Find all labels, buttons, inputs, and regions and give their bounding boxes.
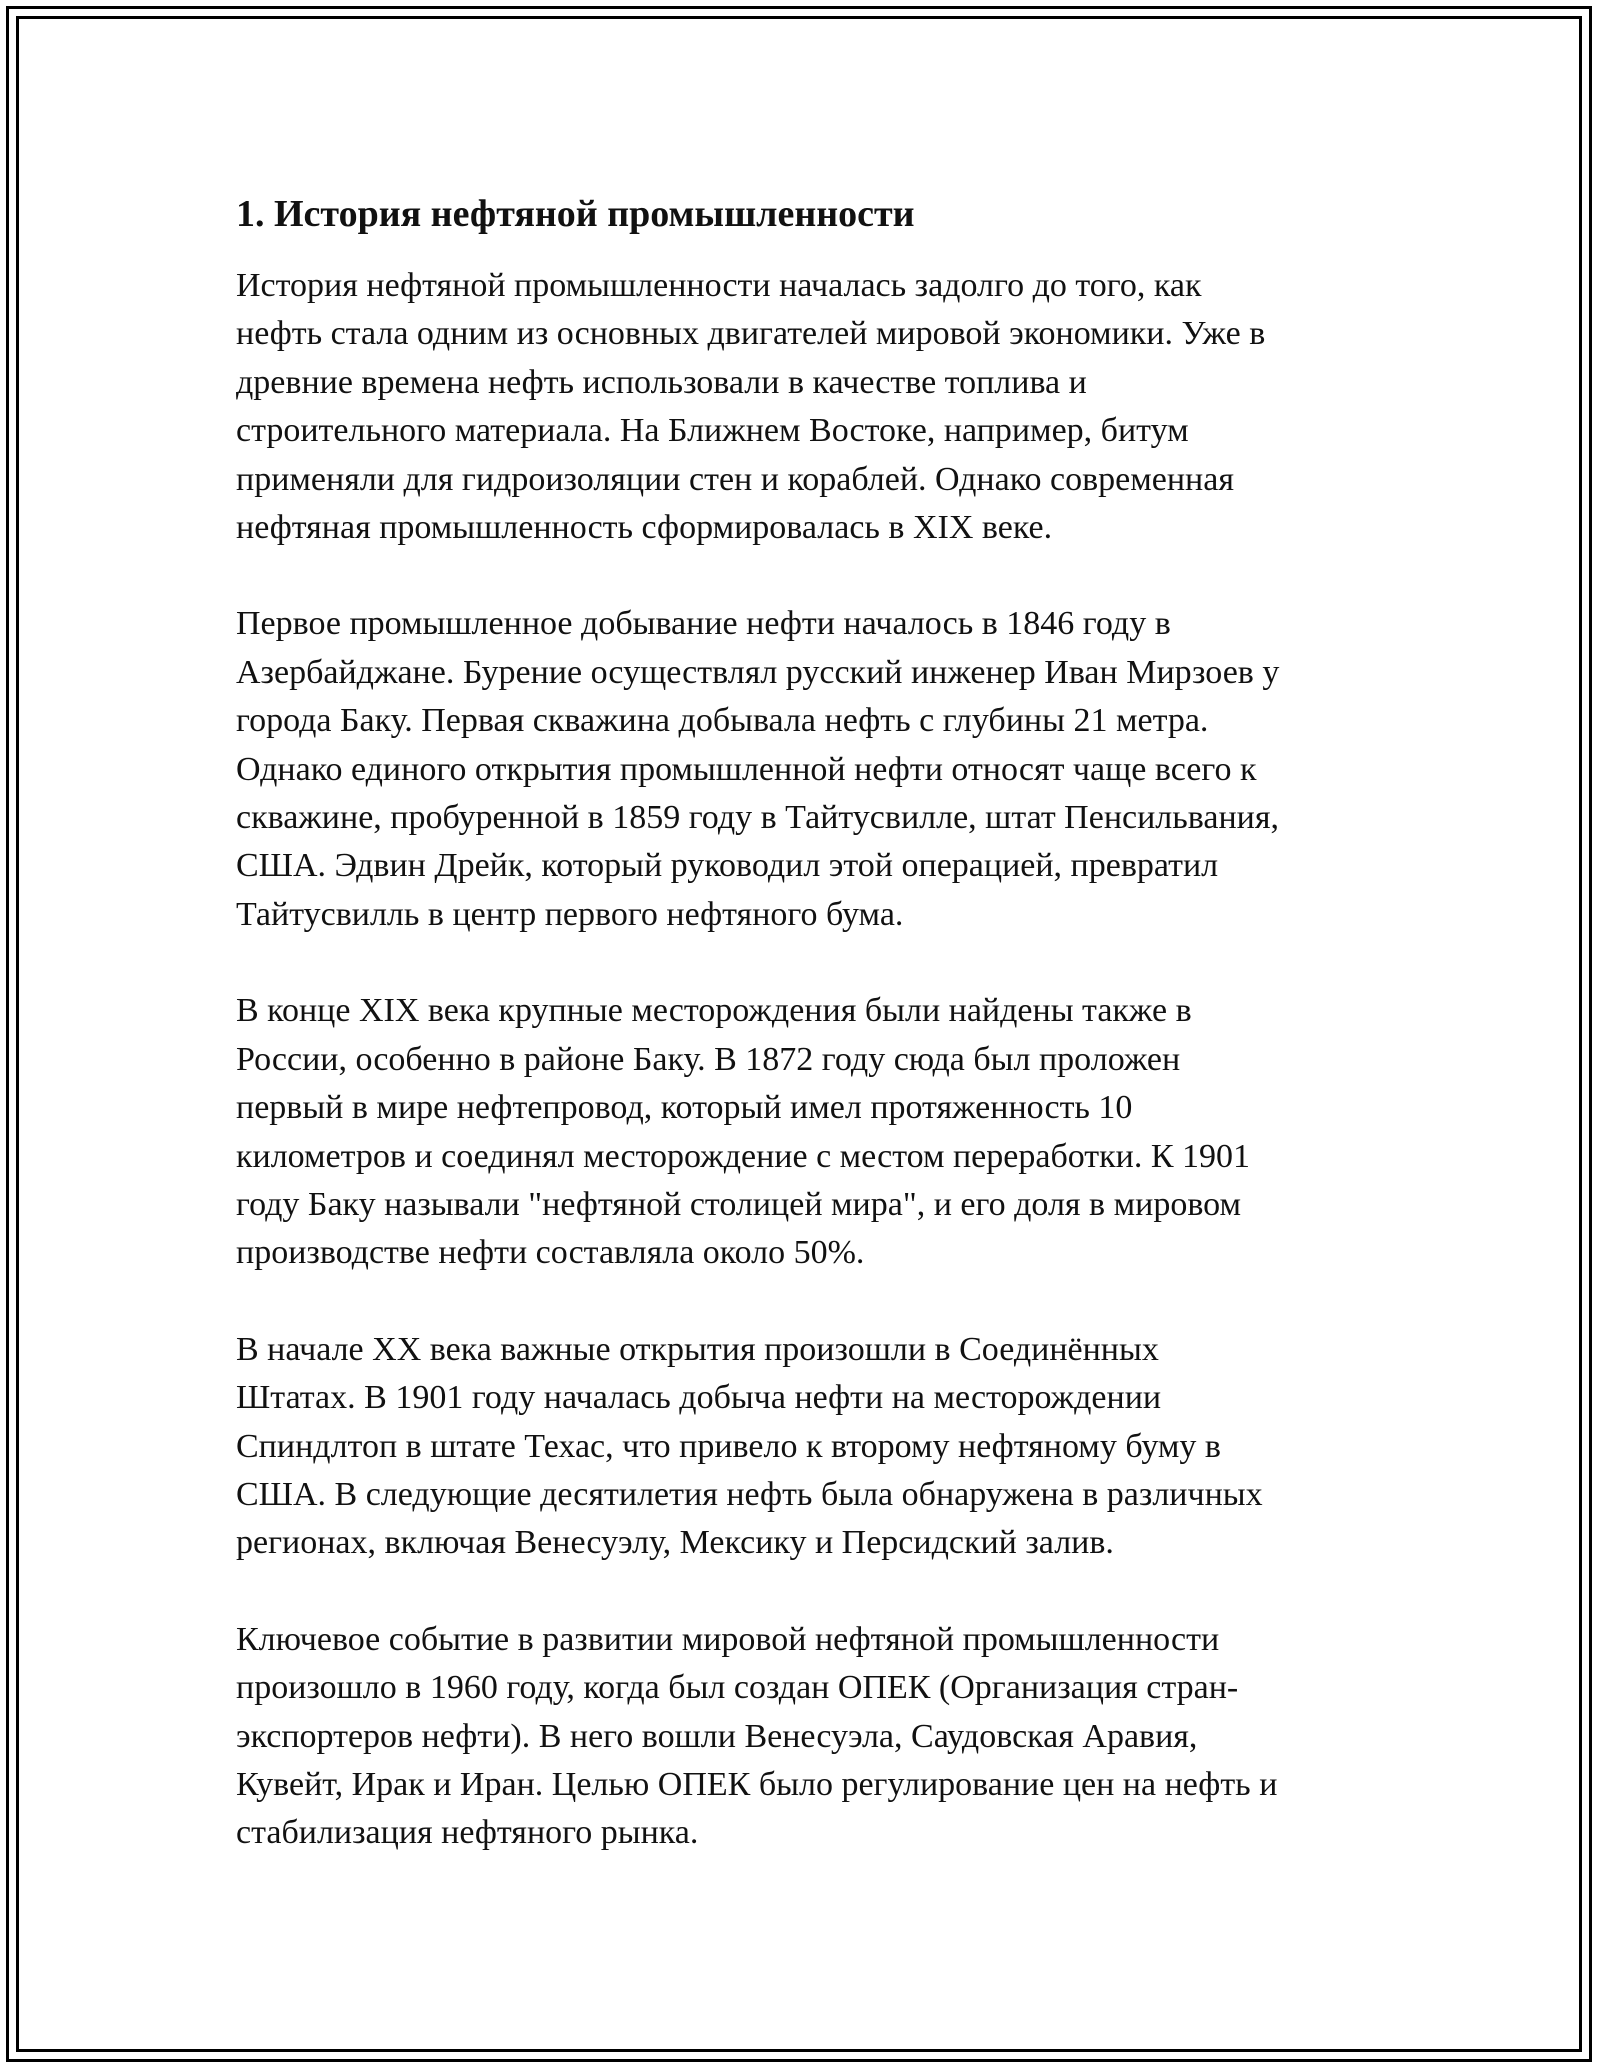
paragraph-baku-oil-capital: В конце XIX века крупные месторождения были найдены также в России, особенно в районе Баку. В 1872 году сюда был проложен первый в мире нефтепровод, который имел протяженность 10 километров и соединял месторождение с местом переработки. К 1901 году Баку называли "нефтяной столицей мира", и его доля в мировом производстве нефти составляла около 50%.	[236, 992, 1251, 1272]
paragraph-first-industrial-wells: Первое промышленное добывание нефти началось в 1846 году в Азербайджане. Бурение осуществлял русский инженер Иван Мирзоев у города Баку. Первая скважина добывала нефть с глубины 21 метра. Однако единого открытия промышленной нефти относят чаще всего к скважине, пробуренной в 1859 году в Тайтусвилле, штат Пенсильвания, США. Эдвин Дрейк, который руководил этой операцией, превратил Тайтусвилль в центр первого нефтяного бума.	[236, 605, 1280, 933]
paragraph-us-discoveries: В начале XX века важные открытия произошли в Соединённых Штатах. В 1901 году началась добыча нефти на месторождении Спиндлтоп в штате Техас, что привело к второму нефтяному буму в США. В следующие десятилетия нефть была обнаружена в различных регионах, включая Венесуэлу, Мексику и Персидский залив.	[236, 1330, 1263, 1562]
paragraph-ancient-history: История нефтяной промышленности началась задолго до того, как нефть стала одним из основных двигателей мировой экономики. Уже в древние времена нефть использовали в качестве топлива и строительного материала. На Ближнем Востоке, например, битум применяли для гидроизоляции стен и кораблей. Однако современная нефтяная промышленность сформировалась в XIX веке.	[236, 267, 1266, 547]
section-heading: 1. История нефтяной промышленности	[236, 193, 915, 235]
document-body	[236, 186, 1386, 1906]
paragraph-opec-creation: Ключевое событие в развитии мировой нефтяной промышленности произошло в 1960 году, когда был создан ОПЕК (Организация стран- экспортеров нефти). В него вошли Венесуэла, Саудовская Аравия, Кувейт, Ирак и Иран. Целью ОПЕК было регулирование цен на нефть и стабилизация нефтяного рынка.	[236, 1620, 1278, 1852]
